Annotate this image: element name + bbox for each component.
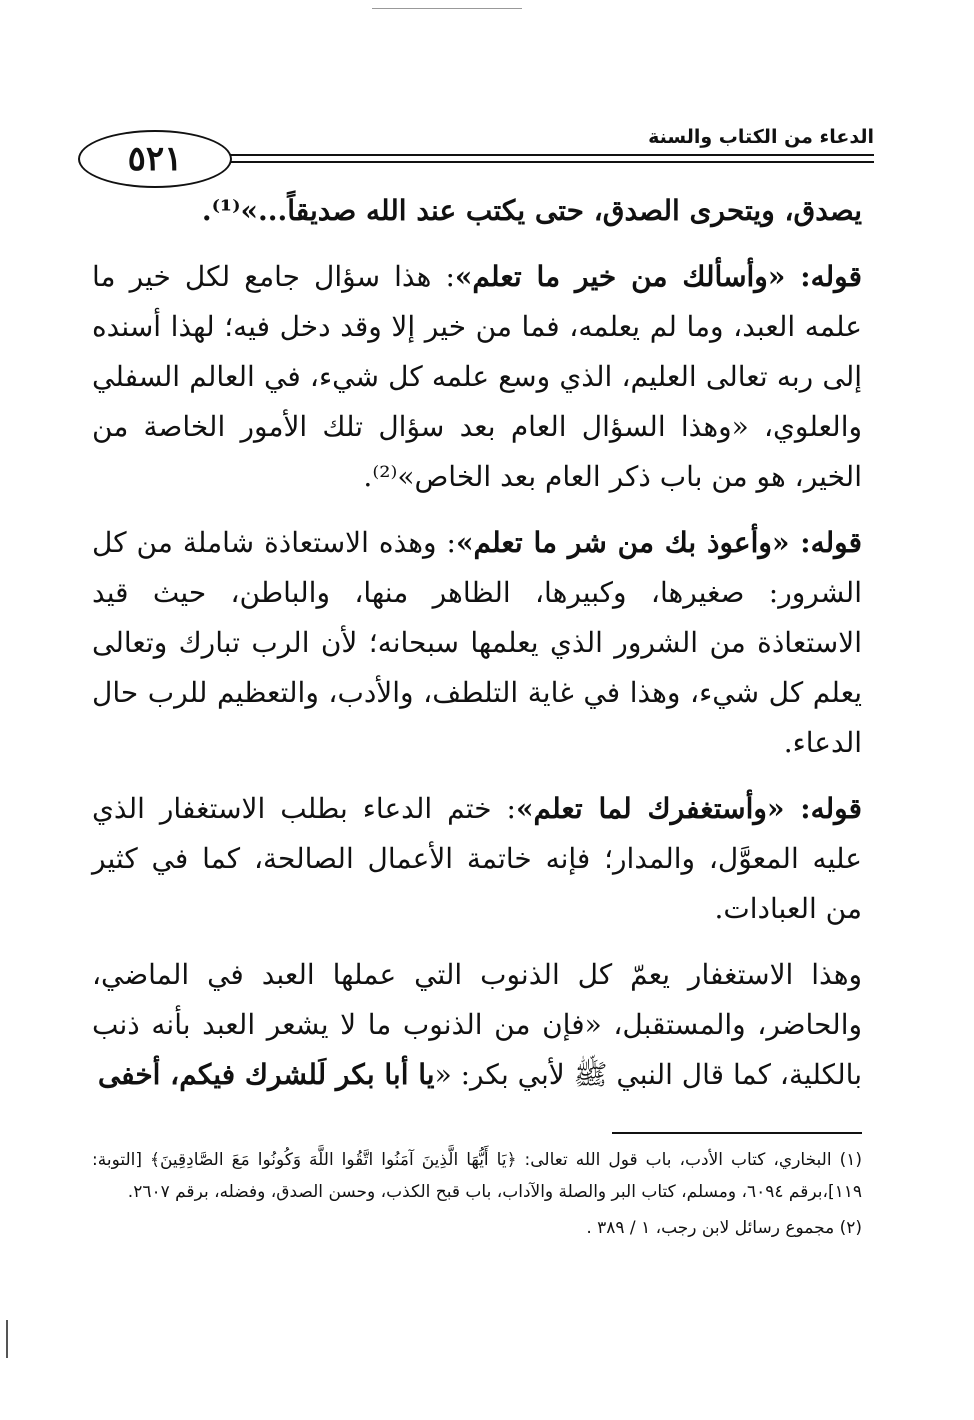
page-number: ٥٢١ <box>78 130 232 188</box>
quote-label: قوله: «وأعوذ بك من شر ما تعلم» <box>455 526 863 559</box>
paragraph-text: : وهذه الاستعاذة شاملة من كل الشرور: صغيرها، وكبيرها، الظاهر منها، والباطن، حيث قيد الاستعاذة من الشرور الذي يعلمها سبحانه؛ لأن الرب تبارك وتعالى يعلم كل شيء، وهذا في غاية التلطف، والأدب، والتعظيم للرب حال الدعاء. <box>92 526 863 759</box>
paragraph-4 <box>92 784 862 934</box>
footnote-2: (٢) مجموع رسائل لابن رجب، ١ / ٣٨٩ . <box>586 1218 862 1238</box>
footnote-separator <box>612 1132 862 1134</box>
paragraph-text: وهذا الاستغفار يعمّ كل الذنوب التي عملها العبد في الماضي، والحاضر، والمستقبل، «فإن من الذنوب ما لا يشعر العبد بأنه ذنب بالكلية، كما قال النبي ﷺ لأبي بكر: « <box>92 958 862 1091</box>
paragraph-5 <box>92 950 862 1100</box>
running-title: الدعاء من الكتاب والسنة <box>648 126 874 148</box>
scan-edge-mark <box>6 1320 8 1358</box>
paragraph-text: : هذا سؤال جامع لكل خير ما علمه العبد، وما لم يعلمه، فما من خير إلا وقد دخل فيه؛ لهذا أسنده إلى ربه تعالى العليم، الذي وسع علمه كل شيء، في العالم السفلي والعلوي، «وهذا السؤال العام بعد سؤال تلك الأمور الخاصة من الخير، هو من باب ذكر العام بعد الخاص»⁽²⁾. <box>92 260 862 493</box>
quote-label: قوله: «وأستغفرك لما تعلم» <box>515 792 862 825</box>
body-text <box>92 186 862 1100</box>
paragraph-text: : ختم الدعاء بطلب الاستغفار الذي عليه المعوَّل، والمدار؛ فإنه خاتمة الأعمال الصالحة، كما في كثير من العبادات. <box>92 792 862 925</box>
hadith-quote: يا أبا بكر لَلشرك فيكم، أخفى <box>97 1058 435 1091</box>
paragraph-3 <box>92 518 862 768</box>
top-edge-rule <box>372 8 522 9</box>
header-double-rule <box>194 154 874 163</box>
footnotes <box>92 1144 862 1248</box>
footnote-1: (١) البخاري، كتاب الأدب، باب قول الله تعالى: ﴿يَا أَيُّهَا الَّذِينَ آمَنُوا اتَّقُوا اللَّهَ وَكُونُوا مَعَ الصَّادِقِينَ﴾ [التوبة: ١١٩]،برقم ٦٠٩٤، ومسلم، كتاب البر والصلة والآداب، باب قبح الكذب، وحسن الصدق، وفضله، برقم ٢٦٠٧. <box>92 1150 862 1202</box>
quote-label: قوله: «وأسألك من خير ما تعلم» <box>454 260 862 293</box>
paragraph-1: يصدق، ويتحرى الصدق، حتى يكتب عند الله صديقاً...»⁽¹⁾. <box>201 194 862 227</box>
paragraph-2 <box>92 252 862 502</box>
